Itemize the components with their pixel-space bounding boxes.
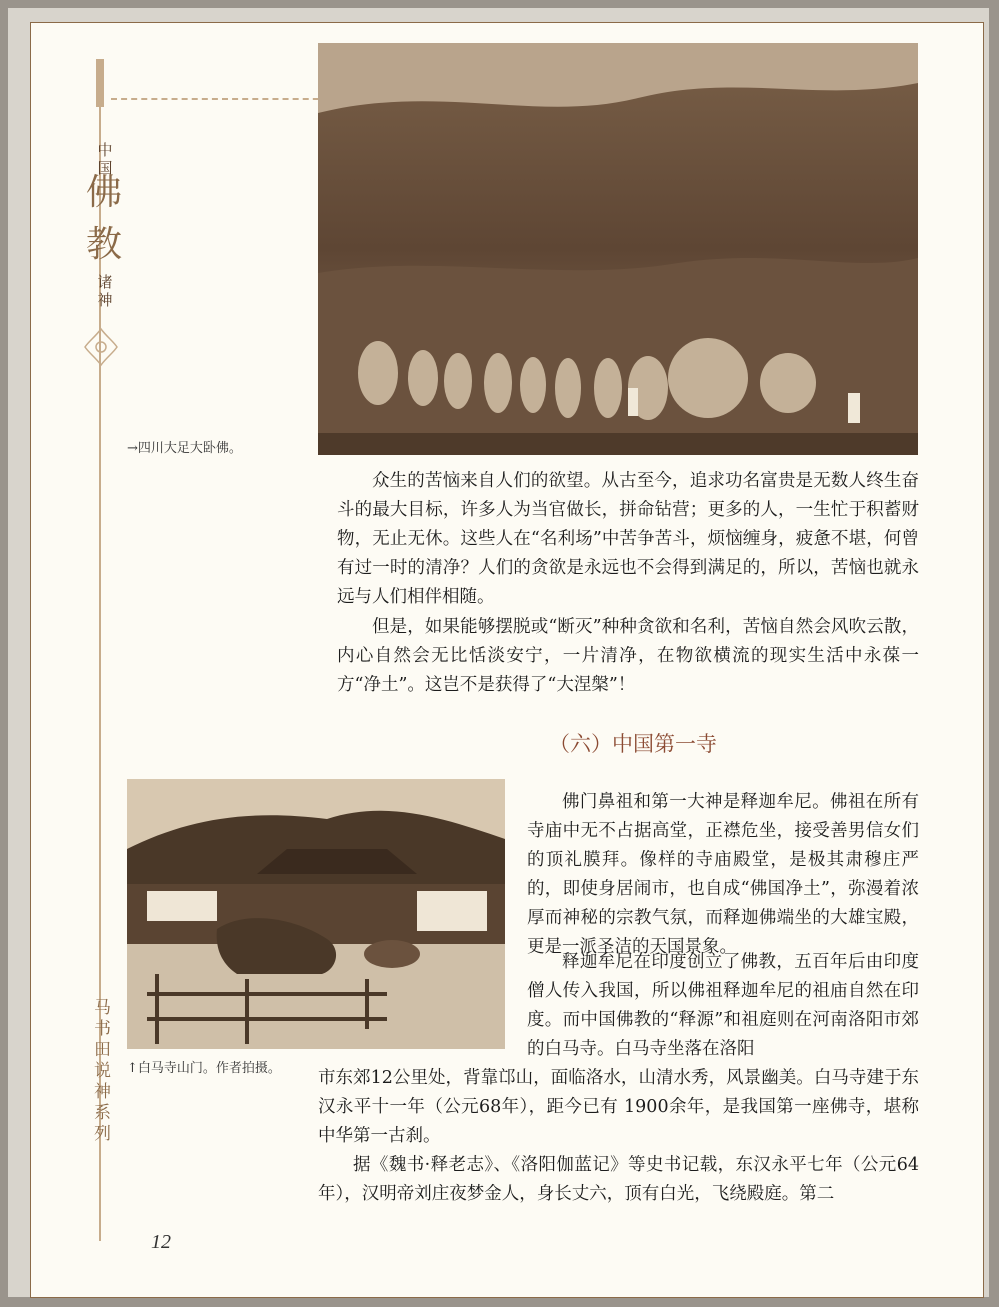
white-horse-temple-caption: ↑白马寺山门。作者拍摄。 xyxy=(127,1061,281,1076)
paragraph-2: 但是，如果能够摆脱或“断灭”种种贪欲和名利，苦恼自然会风吹云散，内心自然会无比恬淡安宁，一片清净，在物欲横流的现实生活中永葆一方“净土”。这岂不是获得了“大涅槃”！ xyxy=(337,617,919,695)
sidebar-title-char-1: 佛 xyxy=(85,172,122,213)
paragraph-5: 据《魏书·释老志》、《洛阳伽蓝记》等史书记载，东汉永平七年（公元64年），汉明帝刘庄夜梦金人，身长丈六，顶有白光，飞绕殿庭。第二 xyxy=(318,1155,919,1204)
dashed-header-rule xyxy=(111,98,339,100)
page-frame xyxy=(8,8,989,1297)
reclining-buddha-photo xyxy=(318,43,918,455)
sidebar-title-char-2: 教 xyxy=(85,224,122,265)
reclining-buddha-caption: →四川大足大卧佛。 xyxy=(127,441,242,456)
sidebar-bottom-label: 诸神 xyxy=(97,273,113,309)
lotus-ornament-icon xyxy=(83,327,119,367)
white-horse-temple-photo xyxy=(127,779,505,1049)
section-heading: （六）中国第一寺 xyxy=(549,732,717,756)
paragraph-4b: 市东郊12公里处，背靠邙山，面临洛水，山清水秀，风景幽美。白马寺建于东汉永平十一年（公元68年），距今已有 1900余年，是我国第一座佛寺，堪称中华第一古刹。 xyxy=(318,1068,919,1146)
paragraph-4a: 释迦牟尼在印度创立了佛教，五百年后由印度僧人传入我国，所以佛祖释迦牟尼的祖庙自然在印度。而中国佛教的“释源”和祖庭则在河南洛阳市郊的白马寺。白马寺坐落在洛阳 xyxy=(527,952,919,1059)
paragraph-1: 众生的苦恼来自人们的欲望。从古至今，追求功名富贵是无数人终生奋斗的最大目标，许多人为当官做长，拼命钻营；更多的人，一生忙于积蓄财物，无止无休。这些人在“名利场”中苦争苦斗，烦恼缠身，疲惫不堪，何曾有过一时的清净？人们的贪欲是永远也不会得到满足的，所以，苦恼也就永远与人们相伴相随。 xyxy=(337,471,919,607)
sidebar-top-label: 中国 xyxy=(97,141,113,177)
paragraph-3: 佛门鼻祖和第一大神是释迦牟尼。佛祖在所有寺庙中无不占据高堂，正襟危坐，接受善男信女们的顶礼膜拜。像样的寺庙殿堂，是极其肃穆庄严的，即使身居闹市，也自成“佛国净土”，弥漫着浓厚而神秘的宗教气氛，而释迦佛端坐的大雄宝殿，更是一派圣洁的天国景象。 xyxy=(527,792,919,957)
page-number: 12 xyxy=(151,1231,171,1253)
series-title-vertical: 马书田说神系列 xyxy=(90,998,110,1145)
book-page xyxy=(30,22,984,1298)
